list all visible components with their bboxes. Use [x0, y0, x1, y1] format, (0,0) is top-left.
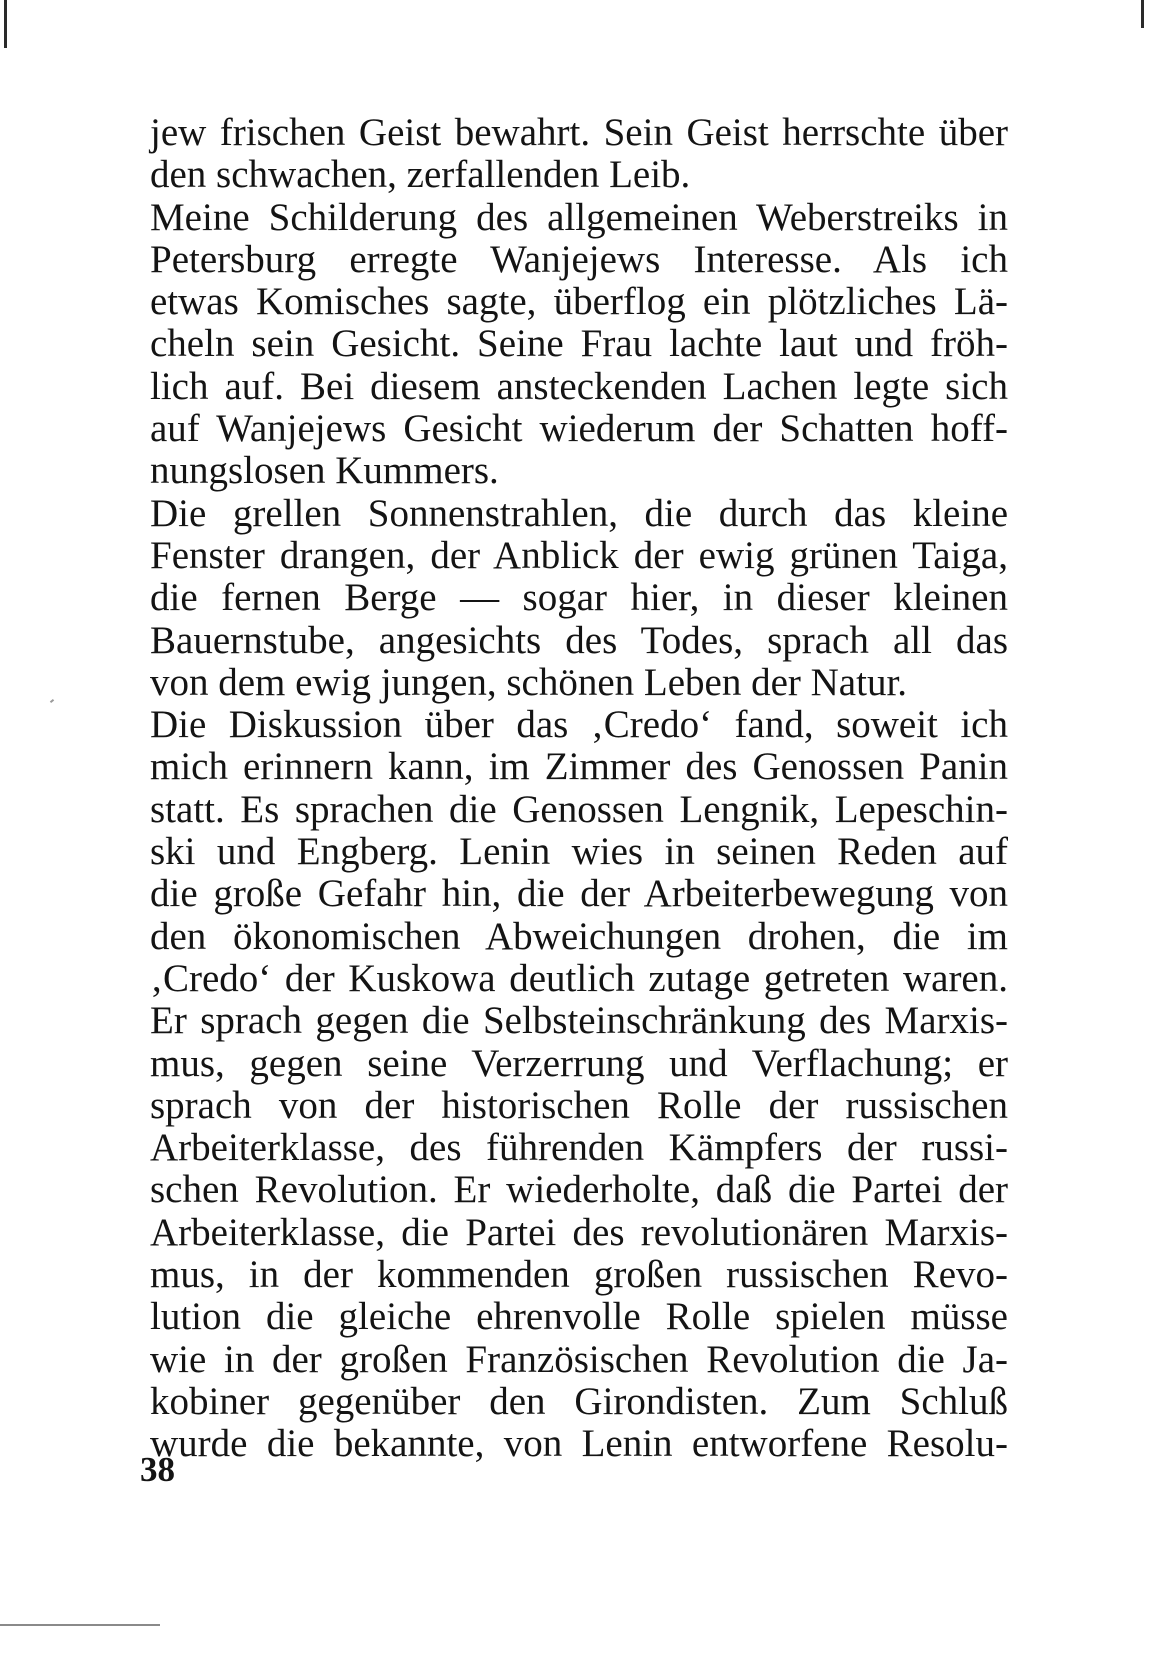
text-line: Fenster drangen, der Anblick der ewig grünen Taiga,: [150, 533, 1008, 577]
paragraph: [150, 112, 1008, 197]
text-line: Die grellen Sonnenstrahlen, die durch das kleine: [150, 491, 1008, 535]
text-line: ‚Credo‘ der Kuskowa deutlich zutage getreten waren.: [150, 956, 1008, 1000]
text-line: statt. Es sprachen die Genossen Lengnik, Lepeschin-: [150, 787, 1008, 831]
scan-edge-mark: [0, 1624, 160, 1626]
text-line: lution die gleiche ehrenvolle Rolle spielen müsse: [150, 1295, 1008, 1339]
text-line: die große Gefahr hin, die der Arbeiterbewegung von: [150, 872, 1008, 916]
text-line: Arbeiterklasse, des führenden Kämpfers der russi-: [150, 1126, 1008, 1170]
paragraph: [150, 197, 1008, 493]
text-line: auf Wanjejews Gesicht wiederum der Schatten hoff-: [150, 407, 1008, 451]
scan-edge-mark: [4, 0, 7, 48]
text-line: sprach von der historischen Rolle der russischen: [150, 1083, 1008, 1127]
text-line: jew frischen Geist bewahrt. Sein Geist herrschte über: [150, 111, 1008, 154]
text-line: Arbeiterklasse, die Partei des revolutionären Marxis-: [150, 1210, 1008, 1254]
text-line: den ökonomischen Abweichungen drohen, die im: [150, 914, 1008, 958]
text-line: Meine Schilderung des allgemeinen Weberstreiks in: [150, 195, 1008, 239]
text-line: wurde die bekannte, von Lenin entworfene Resolu-: [150, 1422, 1008, 1466]
scan-speck: [50, 699, 54, 703]
text-line: mich erinnern kann, im Zimmer des Genossen Panin: [150, 745, 1008, 789]
page-number: 38: [140, 1450, 175, 1489]
text-line: kobiner gegenüber den Girondisten. Zum Schluß: [150, 1379, 1008, 1423]
body-text: [150, 112, 1008, 1466]
text-line: Die Diskussion über das ‚Credo‘ fand, soweit ich: [150, 703, 1008, 747]
text-line: cheln sein Gesicht. Seine Frau lachte laut und fröh-: [150, 322, 1008, 366]
text-line: mus, gegen seine Verzerrung und Verflachung; er: [150, 1041, 1008, 1085]
text-line: schen Revolution. Er wiederholte, daß die Partei der: [150, 1168, 1008, 1212]
scan-edge-mark: [1141, 0, 1144, 28]
text-line: Er sprach gegen die Selbsteinschränkung des Marxis-: [150, 999, 1008, 1043]
text-line: lich auf. Bei diesem ansteckenden Lachen legte sich: [150, 364, 1008, 408]
text-line: etwas Komisches sagte, überflog ein plötzliches Lä-: [150, 280, 1008, 324]
text-line: wie in der großen Französischen Revolution die Ja-: [150, 1337, 1008, 1381]
text-line: mus, in der kommenden großen russischen Revo-: [150, 1253, 1008, 1297]
text-line: Petersburg erregte Wanjejews Interesse. Als ich: [150, 237, 1008, 281]
text-line: Bauernstube, angesichts des Todes, sprach all das: [150, 618, 1008, 662]
paragraph: [150, 493, 1008, 704]
text-line: nungslosen Kummers.: [150, 449, 499, 493]
text-line: ski und Engberg. Lenin wies in seinen Reden auf: [150, 830, 1008, 874]
text-line: von dem ewig jungen, schönen Leben der Natur.: [150, 660, 908, 704]
paragraph: [150, 704, 1008, 1465]
text-line: die fernen Berge — sogar hier, in dieser kleinen: [150, 576, 1008, 620]
text-line: den schwachen, zerfallenden Leib.: [150, 153, 691, 197]
